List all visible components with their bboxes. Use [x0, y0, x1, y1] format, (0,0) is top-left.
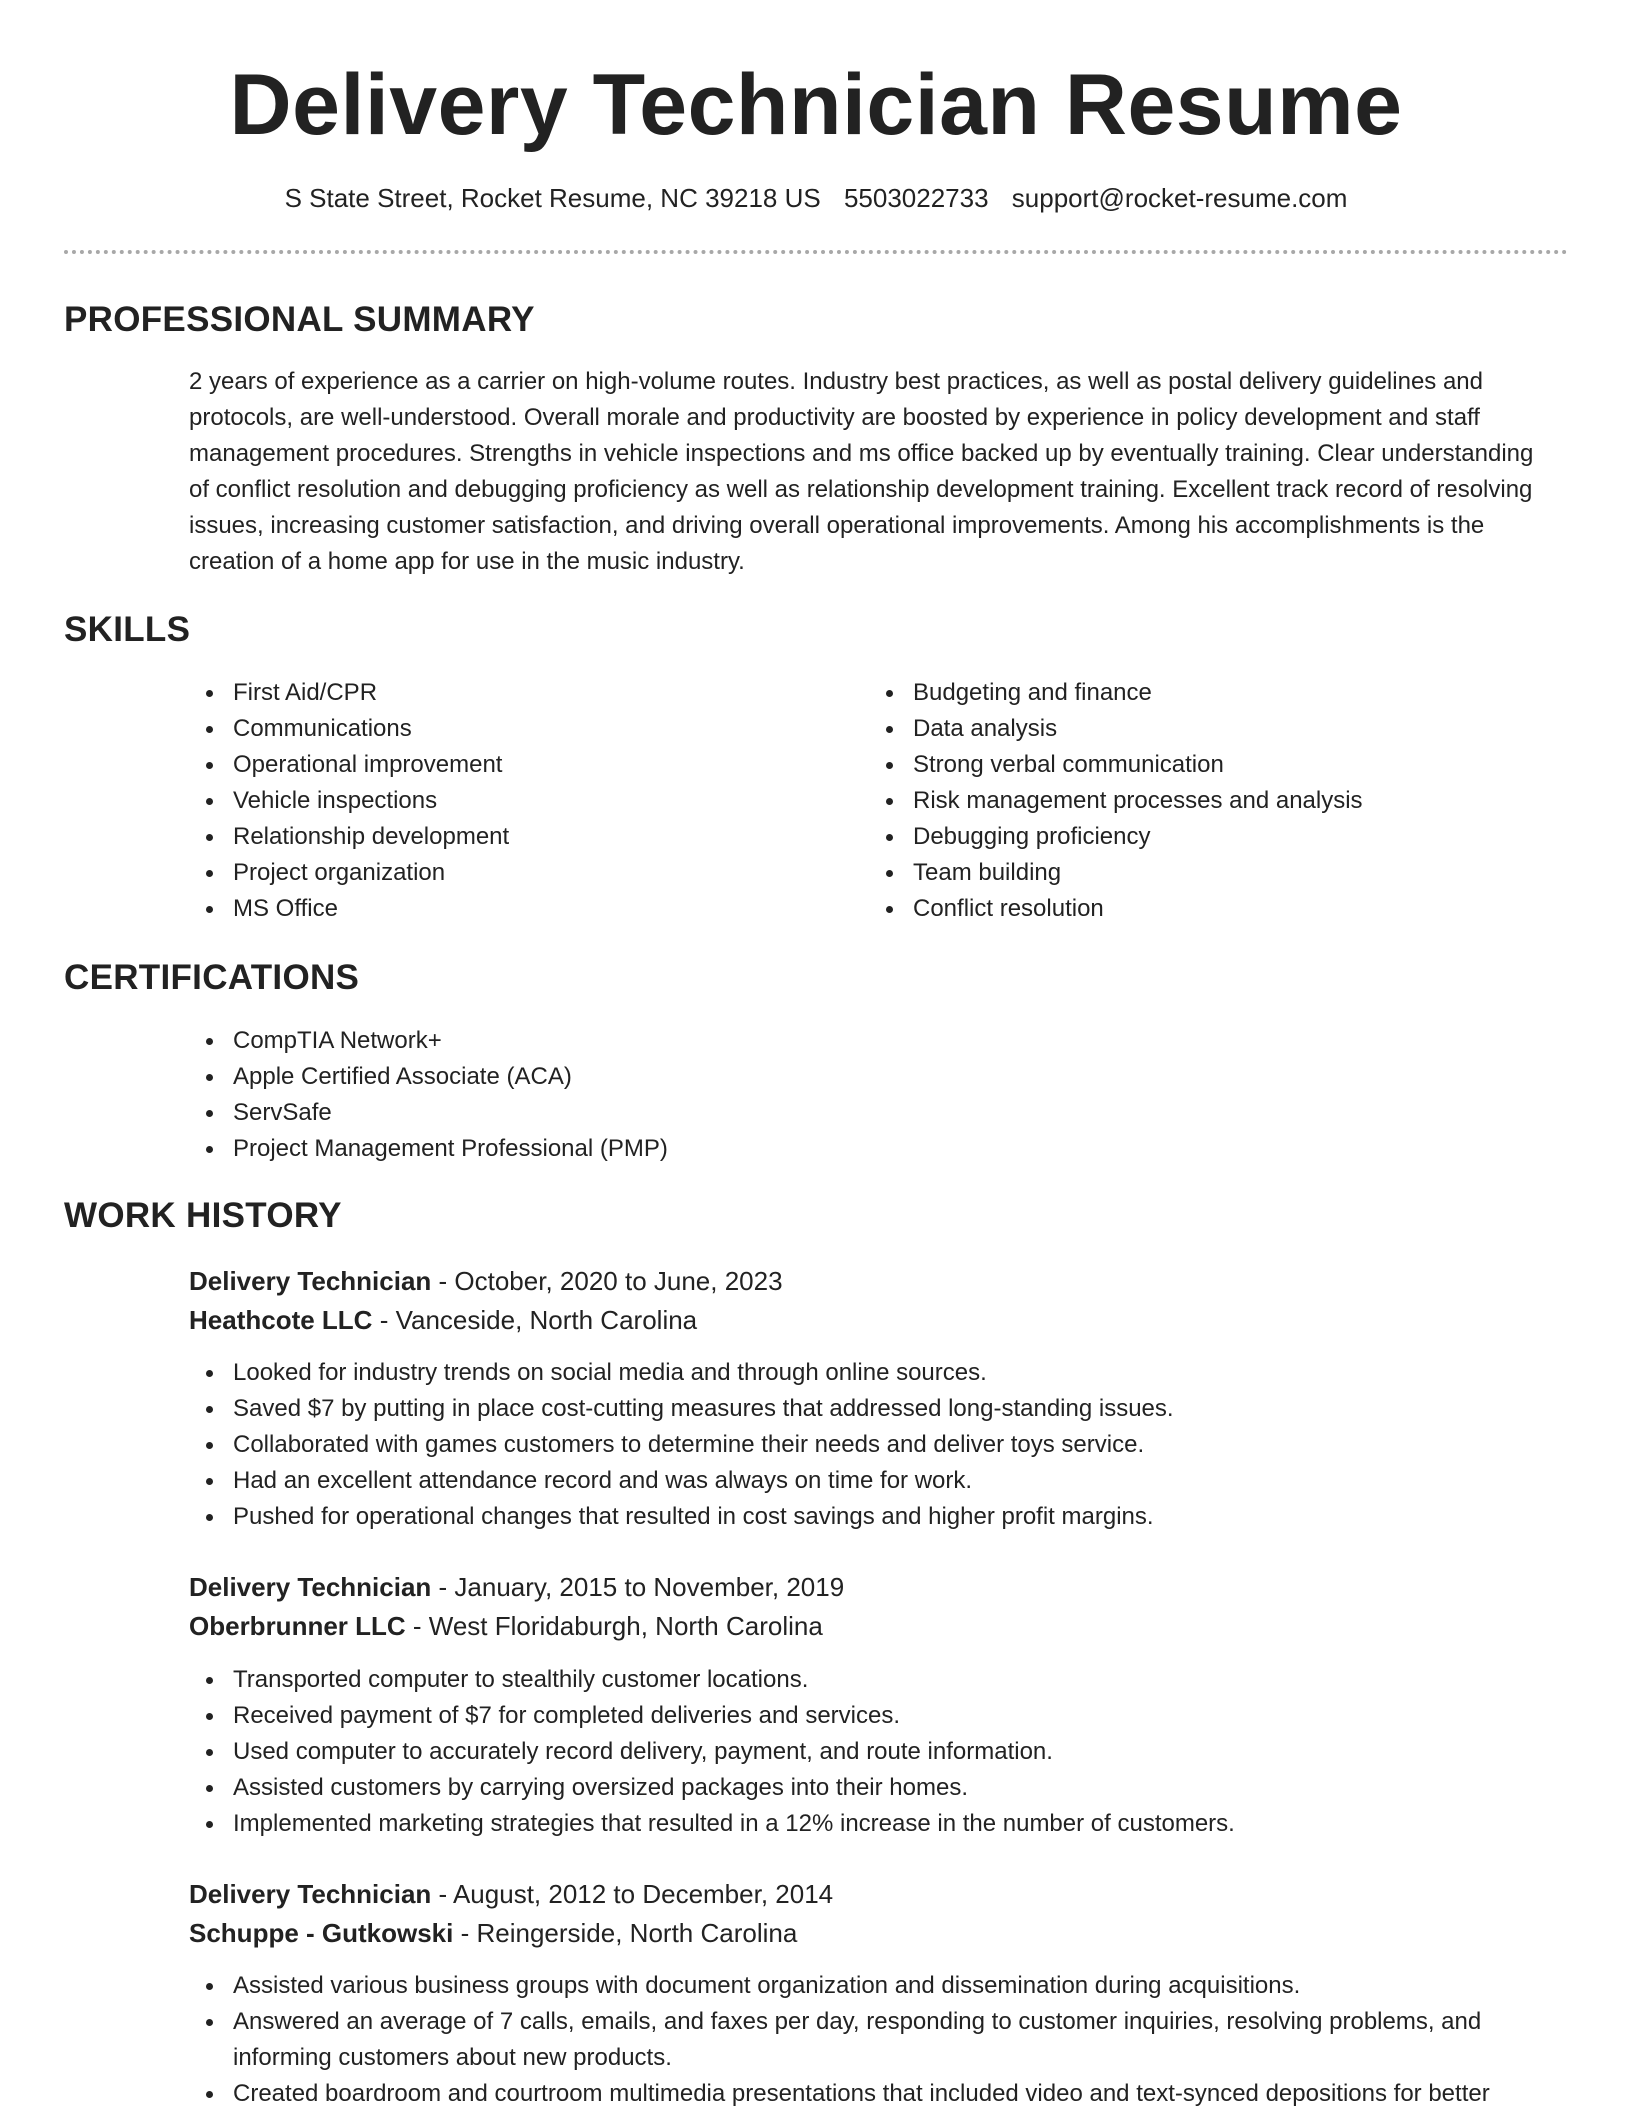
job-location: - West Floridaburgh, North Carolina [405, 1611, 823, 1641]
job-bullet: Answered an average of 7 calls, emails, and faxes per day, responding to customer inquiries, resolving problems, and informing customers about new products. [189, 2004, 1559, 2076]
job-bullet: Created boardroom and courtroom multimedia presentations that included video and text-synced depositions for better [189, 2076, 1559, 2112]
skill-item: Team building [869, 855, 1549, 891]
job-bullets [189, 1662, 1559, 1842]
skill-item: Risk management processes and analysis [869, 783, 1549, 819]
contact-phone: 5503022733 [843, 183, 989, 213]
summary-heading: PROFESSIONAL SUMMARY [64, 300, 535, 339]
job-dates: - January, 2015 to November, 2019 [431, 1572, 845, 1602]
job-bullet: Implemented marketing strategies that resulted in a 12% increase in the number of customers. [189, 1806, 1559, 1842]
skills-list-right [869, 675, 1549, 927]
skills-heading: SKILLS [64, 610, 191, 649]
job-location: - Vanceside, North Carolina [372, 1305, 698, 1335]
skill-item: Budgeting and finance [869, 675, 1549, 711]
job-bullet: Saved $7 by putting in place cost-cutting measures that addressed long-standing issues. [189, 1391, 1559, 1427]
skill-item: Conflict resolution [869, 891, 1549, 927]
job-title: Delivery Technician [189, 1572, 432, 1602]
job-bullet: Used computer to accurately record delivery, payment, and route information. [189, 1734, 1559, 1770]
contact-line [0, 180, 1632, 216]
job-location: - Reingerside, North Carolina [453, 1918, 798, 1948]
skill-item: Relationship development [189, 819, 849, 855]
skill-item: Operational improvement [189, 747, 849, 783]
certification-item: Project Management Professional (PMP) [189, 1131, 1559, 1167]
skill-item: MS Office [189, 891, 849, 927]
skill-item: Debugging proficiency [869, 819, 1549, 855]
job-bullet: Assisted various business groups with document organization and dissemination during acquisitions. [189, 1968, 1559, 2004]
job-dates: - August, 2012 to December, 2014 [431, 1879, 834, 1909]
skill-item: Data analysis [869, 711, 1549, 747]
summary-text: 2 years of experience as a carrier on high-volume routes. Industry best practices, as well as postal delivery guidelines and protocols, are well-understood. Overall morale and productivity are boosted by experience in policy development and staff management procedures. Strengths in vehicle inspections and ms office backed up by eventually training. Clear understanding of conflict resolution and debugging proficiency as well as relationship development training. Excellent track record of resolving issues, increasing customer satisfaction, and driving overall operational improvements. Among his accomplishments is the creation of a home app for use in the music industry. [189, 368, 1534, 575]
skill-item: Communications [189, 711, 849, 747]
job-title-line [189, 1261, 783, 1301]
skills-list-left [189, 675, 849, 927]
job-title: Delivery Technician [189, 1266, 432, 1296]
job-title-line [189, 1874, 833, 1914]
certifications-heading: CERTIFICATIONS [64, 958, 360, 997]
job-company-line [189, 1300, 697, 1340]
skill-item: First Aid/CPR [189, 675, 849, 711]
certification-item: ServSafe [189, 1095, 1559, 1131]
job-bullet: Pushed for operational changes that resulted in cost savings and higher profit margins. [189, 1499, 1559, 1535]
job-title: Delivery Technician [189, 1879, 432, 1909]
certification-item: Apple Certified Associate (ACA) [189, 1059, 1559, 1095]
job-company-line [189, 1913, 797, 1953]
job-bullets [189, 1355, 1559, 1535]
job-company-line [189, 1606, 823, 1646]
job-bullet: Transported computer to stealthily customer locations. [189, 1662, 1559, 1698]
job-bullet: Had an excellent attendance record and was always on time for work. [189, 1463, 1559, 1499]
skill-item: Strong verbal communication [869, 747, 1549, 783]
skill-item: Project organization [189, 855, 849, 891]
job-company: Oberbrunner LLC [189, 1611, 406, 1641]
job-dates: - October, 2020 to June, 2023 [431, 1266, 783, 1296]
resume-title: Delivery Technician Resume [229, 57, 1403, 153]
certification-item: CompTIA Network+ [189, 1023, 1559, 1059]
job-bullet: Received payment of $7 for completed deliveries and services. [189, 1698, 1559, 1734]
job-bullet: Collaborated with games customers to determine their needs and deliver toys service. [189, 1427, 1559, 1463]
certifications-list [189, 1023, 1559, 1167]
contact-address: S State Street, Rocket Resume, NC 39218 US [284, 183, 821, 213]
job-title-line [189, 1567, 844, 1607]
contact-email: support@rocket-resume.com [1011, 183, 1348, 213]
job-bullet: Assisted customers by carrying oversized packages into their homes. [189, 1770, 1559, 1806]
job-company: Schuppe - Gutkowski [189, 1918, 454, 1948]
work-history-heading: WORK HISTORY [64, 1196, 342, 1235]
job-bullets [189, 1968, 1559, 2112]
skill-item: Vehicle inspections [189, 783, 849, 819]
header-divider [64, 250, 1568, 254]
job-company: Heathcote LLC [189, 1305, 373, 1335]
job-bullet: Looked for industry trends on social media and through online sources. [189, 1355, 1559, 1391]
